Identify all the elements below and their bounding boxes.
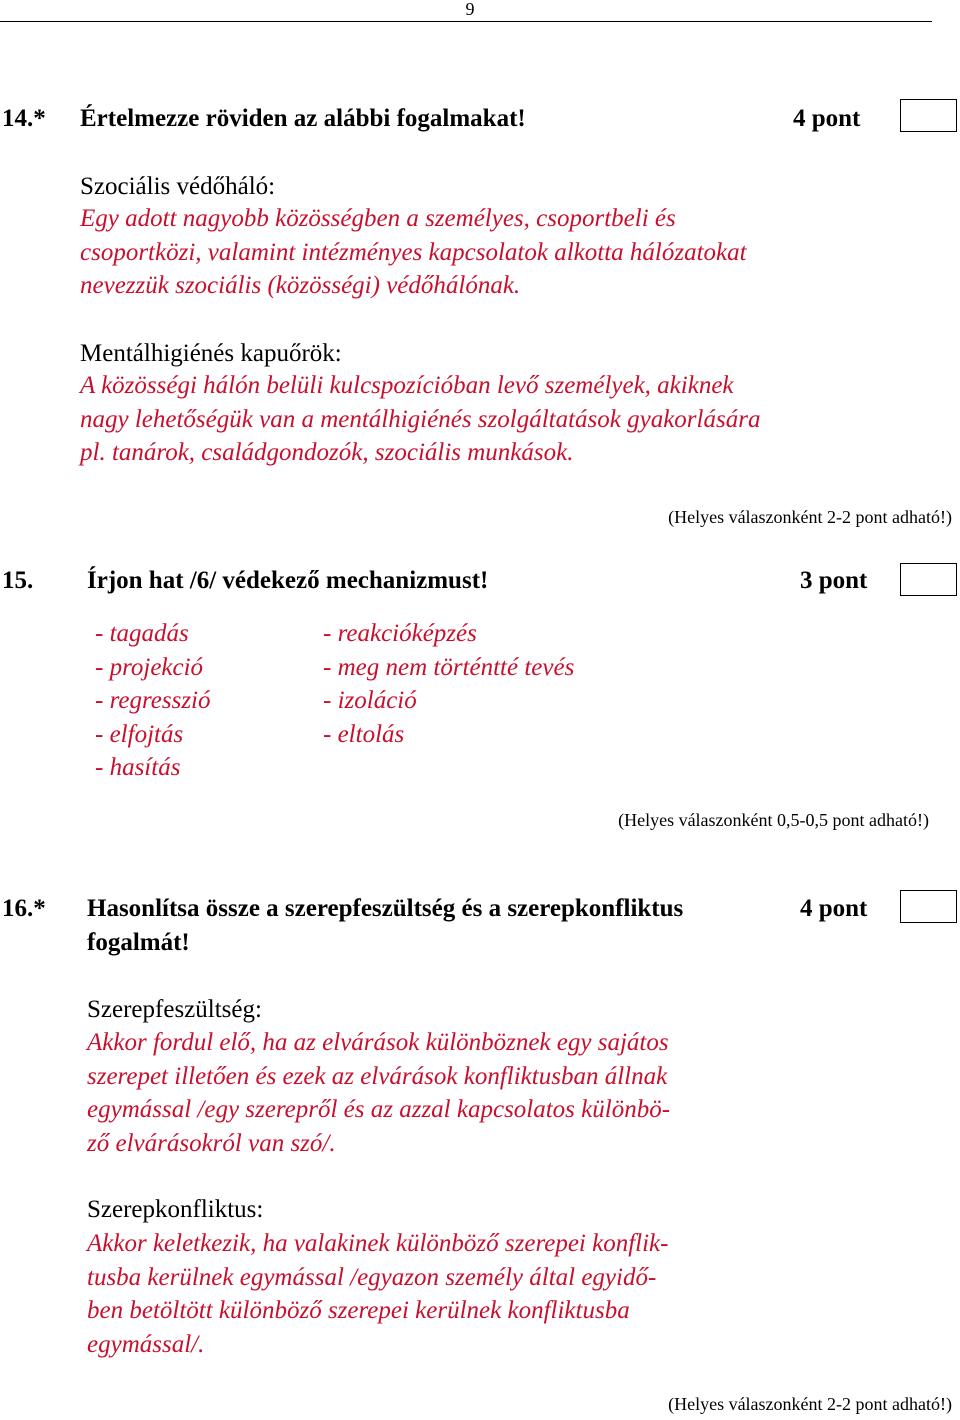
answer-line: A közösségi hálón belüli kulcspozícióban levő személyek, akiknek (80, 372, 734, 399)
answer-line: egymással /egy szerepről és az azzal kapcsolatos különbö- (87, 1096, 671, 1123)
answer-line: ző elvárásokról van szó/. (87, 1129, 336, 1157)
q14-score-box[interactable] (900, 99, 957, 132)
q15-points: 3 pont (800, 567, 868, 594)
list-item: - projekció (95, 653, 204, 681)
answer-line: egymással/. (87, 1330, 205, 1358)
q16-score-box[interactable] (900, 890, 957, 923)
q14-scoring-note: (Helyes válaszonként 2-2 pont adható!) (668, 507, 952, 527)
q14-term2-label: Mentálhigiénés kapuőrök: (80, 340, 342, 367)
list-item: - izoláció (323, 687, 417, 714)
answer-line: Akkor fordul elő, ha az elvárások különböznek egy sajátos (87, 1029, 669, 1056)
q15-score-box[interactable] (900, 563, 957, 596)
q15-list-col2 (323, 617, 574, 751)
answer-line: Egy adott nagyobb közösségben a személyes, csoportbeli és (80, 205, 676, 232)
list-item: - regresszió (95, 687, 211, 714)
answer-line: ben betöltött különböző szerepei kerülnek konfliktusba (87, 1297, 630, 1324)
q14-term2-answer (80, 369, 760, 470)
q16-term2-label: Szerepkonfliktus: (87, 1196, 264, 1223)
q15-text: Írjon hat /6/ védekező mechanizmust! (87, 567, 489, 594)
q15-scoring-note: (Helyes válaszonként 0,5-0,5 pont adható!) (618, 810, 929, 830)
answer-line: tusba kerülnek egymással /egyazon személy által egyidő- (87, 1263, 657, 1291)
header-rule (0, 21, 932, 22)
list-item: - hasítás (95, 754, 181, 781)
q16-term1-answer (87, 1026, 670, 1160)
q15-number: 15. (2, 567, 34, 594)
list-item: - eltolás (323, 720, 405, 748)
q14-points: 4 pont (793, 105, 861, 132)
answer-line: nevezzük szociális (közösségi) védőhálónak. (80, 272, 521, 299)
q14-term1-label: Szociális védőháló: (80, 173, 276, 200)
list-item: - elfojtás (95, 720, 184, 748)
answer-line: nagy lehetőségük van a mentálhigiénés szolgáltatások gyakorlására (80, 405, 761, 433)
list-item: - reakcióképzés (323, 620, 477, 647)
list-item: - meg nem történtté tevés (323, 653, 575, 681)
q16-term1-label: Szerepfeszültség: (87, 996, 262, 1023)
q16-number: 16.* (2, 895, 46, 922)
q14-number: 14.* (2, 105, 46, 132)
q14-text: Értelmezze röviden az alábbi fogalmakat! (80, 105, 526, 132)
answer-line: csoportközi, valamint intézményes kapcsolatok alkotta hálózatokat (80, 238, 747, 266)
q16-term2-answer (87, 1227, 668, 1361)
q16-text-line2: fogalmát! (87, 929, 190, 956)
q15-list-col1 (95, 617, 211, 785)
q16-scoring-note: (Helyes válaszonként 2-2 pont adható!) (668, 1394, 952, 1414)
answer-line: szerepet illetően és ezek az elvárások konfliktusban állnak (87, 1062, 668, 1090)
q16-points: 4 pont (800, 895, 868, 922)
q16-text-line1: Hasonlítsa össze a szerepfeszültség és a szerepkonfliktus (87, 895, 684, 922)
list-item: - tagadás (95, 620, 189, 647)
answer-line: pl. tanárok, családgondozók, szociális munkások. (80, 439, 574, 466)
answer-line: Akkor keletkezik, ha valakinek különböző szerepei konflik- (87, 1230, 669, 1257)
q14-term1-answer (80, 202, 747, 303)
page-number: 9 (465, 0, 475, 19)
